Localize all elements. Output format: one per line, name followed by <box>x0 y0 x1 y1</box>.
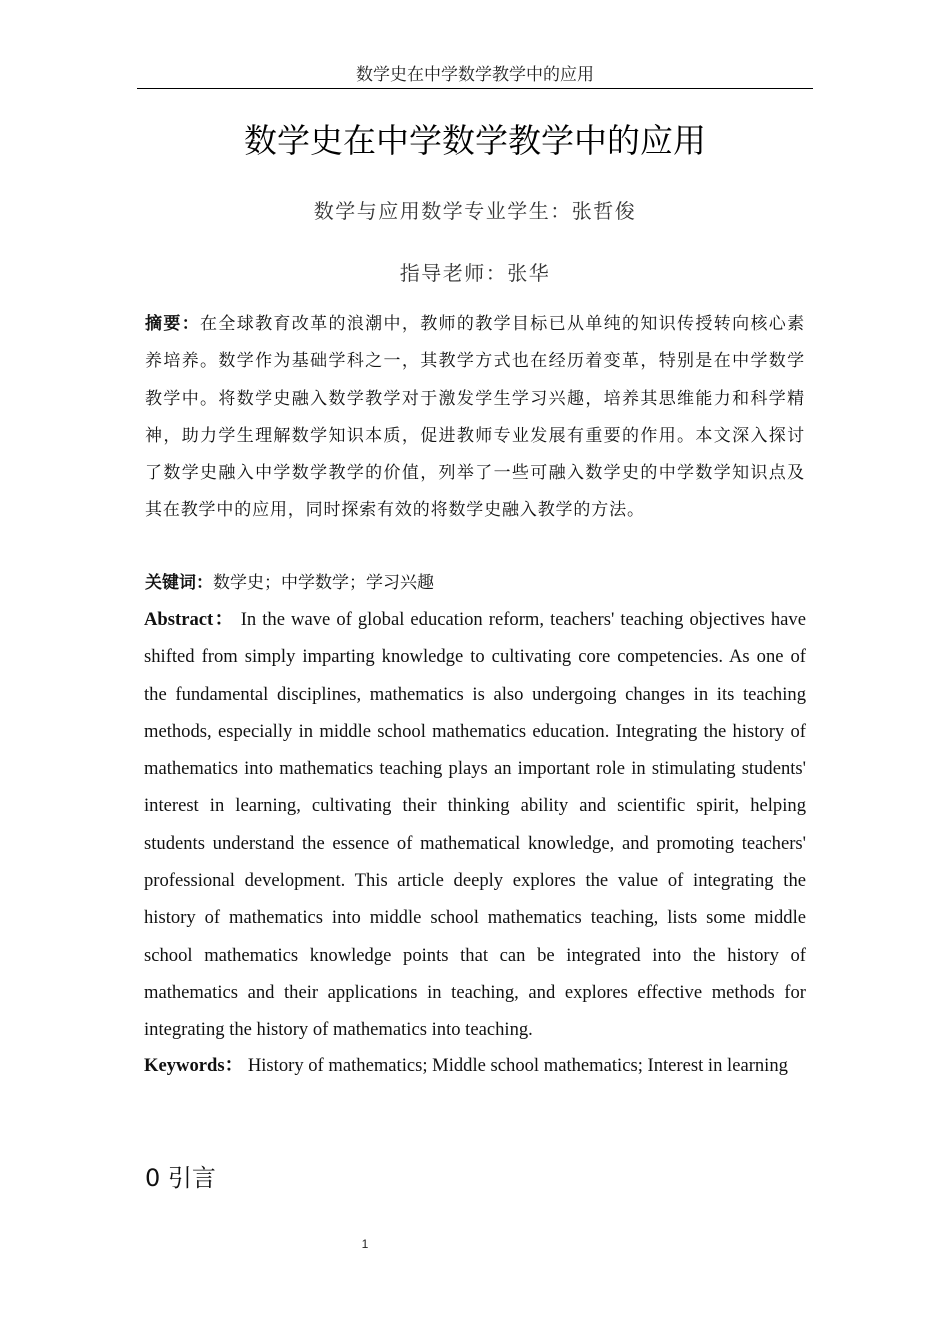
abstract-cn-text: 在全球教育改革的浪潮中，教师的教学目标已从单纯的知识传授转向核心素养培养。数学作为基础学科之一，其教学方式也在经历着变革，特别是在中学数学教学中。将数学史融入数学教学对于激发学生学习兴趣，培养其思维能力和科学精神，助力学生理解数学知识本质，促进教师专业发展有重要的作用。本文深入探讨了数学史融入中学数学教学的价值，列举了一些可融入数学史的中学数学知识点及其在教学中的应用，同时探索有效的将数学史融入教学的方法。 <box>145 314 805 521</box>
keywords-cn-text: 数学史；中学数学；学习兴趣 <box>213 573 434 593</box>
page-number: 1 <box>361 1237 369 1251</box>
abstract-en-text: In the wave of global education reform, teachers' teaching objectives have shifted from simply imparting knowledge to cultivating core competencies. As one of the fundamental disciplines, mathematics is also undergoing changes in its teaching methods, especially in middle school mathematics education. Integrating the history of mathematics into mathematics teaching plays an important role in stimulating students' interest in learning, cultivating their thinking ability and scientific spirit, helping students understand the essence of mathematical knowledge, and promoting teachers' professional development. This article deeply explores the value of integrating the history of mathematics into middle school mathematics teaching, lists some middle school mathematics knowledge points that can be integrated into the history of mathematics and their applications in teaching, and explores effective methods for integrating the history of mathematics into teaching. <box>144 609 806 1041</box>
keywords-en-text: History of mathematics; Middle school mathematics; Interest in learning <box>247 1055 788 1076</box>
keywords-chinese <box>145 566 805 600</box>
header-divider <box>137 88 813 89</box>
abstract-cn-label: 摘要： <box>145 314 201 334</box>
abstract-chinese <box>145 306 805 530</box>
running-header: 数学史在中学数学教学中的应用 <box>356 65 594 85</box>
section-heading-introduction: 0 引言 <box>145 1164 216 1192</box>
keywords-en-label: Keywords： <box>144 1055 244 1076</box>
author-line: 数学与应用数学专业学生：张哲俊 <box>313 199 637 223</box>
page-title: 数学史在中学数学教学中的应用 <box>244 121 706 160</box>
advisor-line: 指导老师：张华 <box>399 261 551 285</box>
keywords-english <box>144 1049 824 1083</box>
keywords-cn-label: 关键词： <box>145 573 213 593</box>
abstract-english <box>144 601 806 1049</box>
abstract-en-label: Abstract： <box>144 609 235 630</box>
